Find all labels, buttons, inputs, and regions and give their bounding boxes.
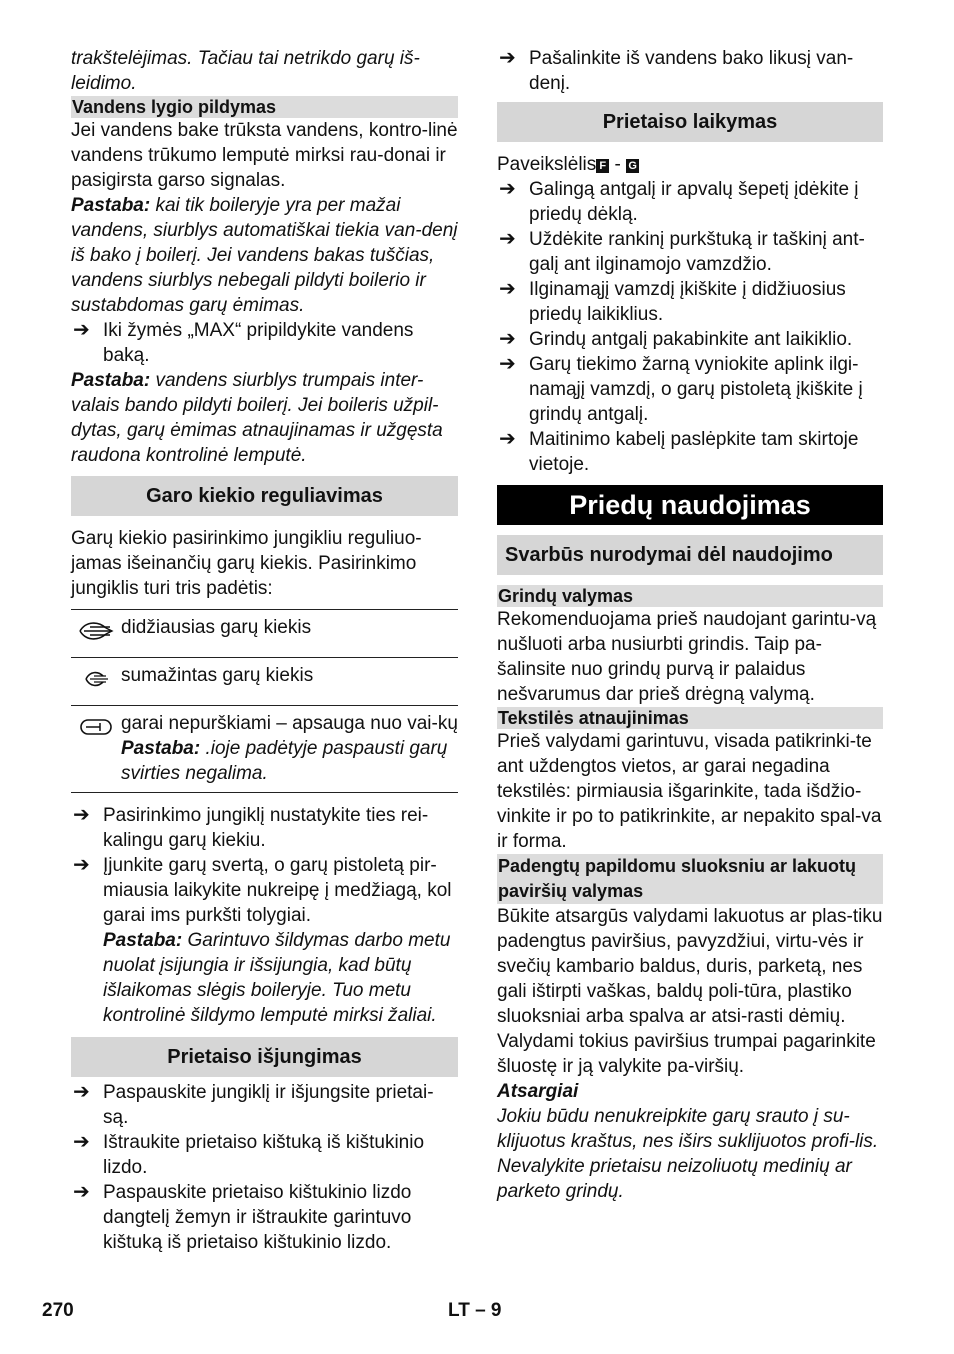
switch-off-heading: Prietaiso išjungimas (71, 1037, 458, 1077)
step-text: Grindų antgalį pakabinkite ant laikiklio. (529, 329, 853, 350)
note-2 (71, 368, 458, 468)
caution-text: Jokiu būdu nenukreipkite garų srauto į su-klijuotus kraštus, nes iširs suklijuotos profi-lis. Nevalykite prietaisu neizoliuotų medinių ar parketo grindų. (497, 1106, 879, 1202)
step-text: Įjunkite garų svertą, o garų pistoletą pir-miausia laikykite nukreipę į medžiagą, kol garai ims purkšti tolygiai. (103, 855, 452, 926)
reduced-steam-label: sumažintas garų kiekis (121, 658, 458, 706)
floor-cleaning-text: Rekomenduojama prieš naudojant garintu-vą nušluoti arba nusiurbti grindis. Taip pa-šalinsite nuo grindų purvą ir palaidus nešvarumus dar prieš drėgną valymą. (497, 609, 877, 705)
step-text: Uždėkite rankinį purkštuką ir taškinį ant-galį ant ilginamojo vamzdžio. (529, 229, 865, 275)
right-column (497, 46, 883, 1204)
coated-surfaces-heading: Padengtų papildomu sluoksniu ar lakuotų paviršių valymas (497, 854, 883, 904)
intro-text: trakštelėjimas. Tačiau tai netrikdo garų iš-leidimo. (71, 48, 420, 94)
textile-heading: Tekstilės atnaujinimas (497, 707, 883, 729)
max-steam-label: didžiausias garų kiekis (121, 610, 458, 658)
note-label: Pastaba: (71, 195, 151, 216)
steam-max-icon (71, 610, 121, 658)
step-text: Maitinimo kabelį paslėpkite tam skirtoje vietoje. (529, 429, 859, 475)
note-1 (71, 193, 458, 318)
right-arrow-icon: ➔ (73, 804, 90, 826)
step-select (71, 803, 458, 853)
right-arrow-icon: ➔ (499, 178, 516, 200)
left-column (71, 46, 458, 1255)
note-text: kai tik boileryje yra per mažai vandens, siurblys automatiškai tiekia van-denį iš bako į boilerį. Jei vandens bakas tuščias, vandens siurblys nebegali pildyti boilerio ir sustabdomas garų ėmimas. (71, 195, 458, 316)
storage-step (497, 427, 883, 477)
steam-positions-table (71, 609, 458, 793)
no-steam-note (121, 736, 458, 786)
figure-g-badge: G (626, 159, 639, 173)
note-3 (103, 928, 458, 1028)
page-number: 270 (42, 1300, 74, 1321)
figure-ref-prefix: Paveikslėlis (497, 154, 597, 175)
storage-step (497, 277, 883, 327)
right-arrow-icon: ➔ (73, 854, 90, 876)
no-steam-cell (121, 706, 458, 793)
table-row (71, 706, 458, 793)
steam-amount-text: Garų kiekio pasirinkimo jungikliu reguliuo-jamas išeinančių garų kiekis. Pasirinkimo jungiklis turi tris padėtis: (71, 528, 422, 599)
no-steam-label: garai nepurškiami – apsauga nuo vai-kų (121, 713, 458, 734)
step-text: Pašalinkite iš vandens bako likusį van-denį. (529, 48, 854, 94)
right-arrow-icon: ➔ (499, 47, 516, 69)
steam-reduced-icon (71, 658, 121, 706)
right-arrow-icon: ➔ (73, 1081, 90, 1103)
child-lock-icon (71, 706, 121, 793)
water-level-text: Jei vandens bake trūksta vandens, kontro-linė vandens trūkumo lemputė mirksi rau-donai ir pasigirsta garso signalas. (71, 120, 458, 191)
chapter-title: Priedų naudojimas (497, 485, 883, 525)
right-arrow-icon: ➔ (499, 353, 516, 375)
right-arrow-icon: ➔ (499, 428, 516, 450)
right-arrow-icon: ➔ (73, 1181, 90, 1203)
step-text: Galingą antgalį ir apvalų šepetį įdėkite į priedų dėklą. (529, 179, 859, 225)
step-text: Ilginamąjį vamzdį įkiškite į didžiuosius priedų laikiklius. (529, 279, 846, 325)
table-row (71, 658, 458, 706)
right-arrow-icon: ➔ (73, 1131, 90, 1153)
step-text: Iki žymės „MAX“ pripildykite vandens baką. (103, 320, 414, 366)
off-step (71, 1180, 458, 1255)
right-arrow-icon: ➔ (499, 228, 516, 250)
figure-f-badge: F (596, 159, 609, 173)
step-lever (71, 853, 458, 1028)
note-text: Garintuvo šildymas darbo metu nuolat įsijungia ir išsijungia, kad būtų išlaikomas slėgis boileryje. Tuo metu kontrolinė šildymo lemputė mirksi žaliai. (103, 930, 451, 1026)
storage-step (497, 227, 883, 277)
storage-step (497, 177, 883, 227)
water-level-heading: Vandens lygio pildymas (71, 96, 458, 118)
off-step (71, 1130, 458, 1180)
storage-step (497, 352, 883, 427)
step-text: Garų tiekimo žarną vyniokite aplink ilgi-namąjį vamzdį, o garų pistoletą įkiškite į grindų antgalį. (529, 354, 863, 425)
right-arrow-icon: ➔ (499, 278, 516, 300)
language-page-label: LT – 9 (448, 1300, 502, 1321)
figure-reference (497, 152, 883, 177)
storage-heading: Prietaiso laikymas (497, 102, 883, 142)
note-label: Pastaba: (121, 738, 201, 759)
step-text: Ištraukite prietaiso kištuką iš kištukinio lizdo. (103, 1132, 425, 1178)
step-text: Paspauskite jungiklį ir išjungsite prietai-są. (103, 1082, 434, 1128)
figure-ref-separator: - (609, 154, 627, 175)
right-arrow-icon: ➔ (499, 328, 516, 350)
storage-step (497, 327, 883, 352)
important-notes-heading: Svarbūs nurodymai dėl naudojimo (497, 535, 883, 575)
step-drain (497, 46, 883, 96)
textile-text: Prieš valydami garintuvu, visada patikrinki-te ant uždengtos vietos, ar garai negadina tekstilės: pirmiausia išgarinkite, tada išdžio-vinkite ir po to patikrinkite, ar nepakito spal-va ir forma. (497, 731, 882, 852)
floor-cleaning-heading: Grindų valymas (497, 585, 883, 607)
note-text: .ioje padėtyje paspausti garų svirties negalima. (121, 738, 448, 784)
step-fill (71, 318, 458, 368)
step-text: Paspauskite prietaiso kištukinio lizdo dangtelį žemyn ir ištraukite garintuvo kištuką iš prietaiso kištukinio lizdo. (103, 1182, 412, 1253)
coated-surfaces-text: Būkite atsargūs valydami lakuotus ar plas-tiku padengtus paviršius, pavyzdžiui, virtu-vės ir svečių kambario baldus, duris, parketą, nes gali ištirpti vaškas, baldų poli-tūra, plastiko sluoksniai arba spalva ar atsi-rasti dėmių. Valydami tokius paviršius trumpai pagarinkite šluostę ir ją valykite pa-viršių. (497, 906, 883, 1077)
note-text: vandens siurblys trumpais inter-valais bando pildyti boilerį. Jei boileris užpil-dytas, garų ėmimas atnaujinamas ir užgęsta raudona kontrolinė lemputė. (71, 370, 443, 466)
off-step (71, 1080, 458, 1130)
caution-label: Atsargiai (497, 1081, 579, 1102)
step-text: Pasirinkimo jungiklį nustatykite ties rei-kalingu garų kiekiu. (103, 805, 429, 851)
note-label: Pastaba: (103, 930, 183, 951)
steam-amount-heading: Garo kiekio reguliavimas (71, 476, 458, 516)
table-row (71, 610, 458, 658)
note-label: Pastaba: (71, 370, 151, 391)
right-arrow-icon: ➔ (73, 319, 90, 341)
